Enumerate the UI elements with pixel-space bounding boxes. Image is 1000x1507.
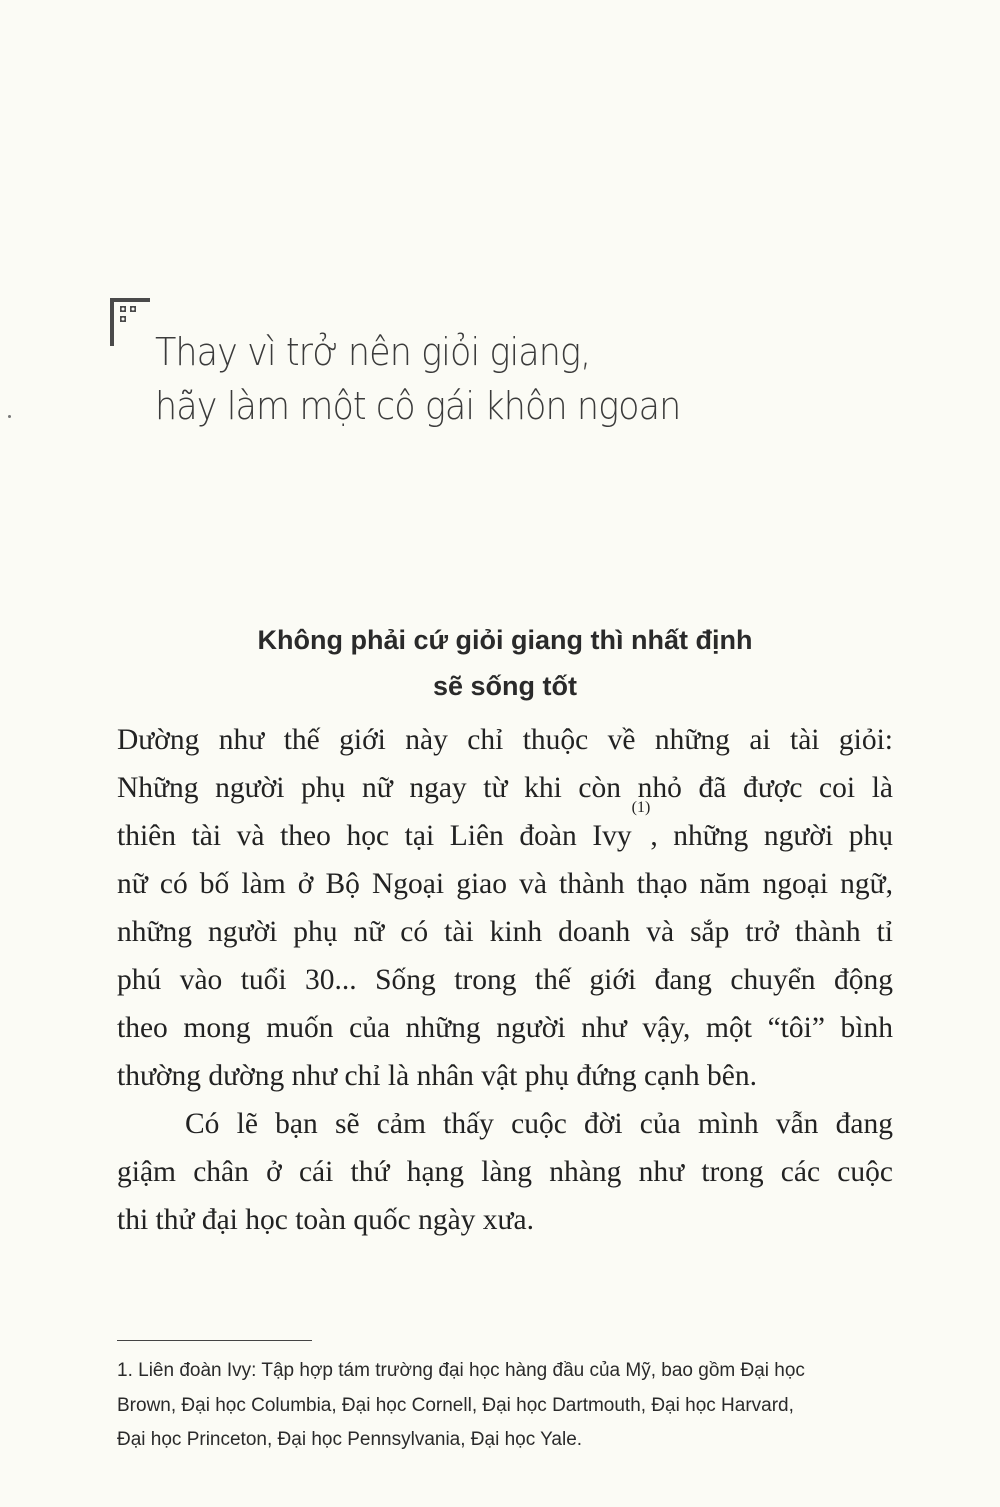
paragraph-2-line-1: Có lẽ bạn sẽ cảm thấy cuộc đời của mình vẫn đang xyxy=(185,1108,893,1140)
corner-ornament-icon xyxy=(110,298,150,346)
paragraph-2-line-3: thi thử đại học toàn quốc ngày xưa. xyxy=(117,1204,535,1236)
stray-dot xyxy=(8,415,11,418)
paragraph-1-line-5: những người phụ nữ có tài kinh doanh và sắp trở thành tỉ xyxy=(117,916,893,948)
footnote-reference[interactable]: (1) xyxy=(631,799,651,816)
paragraph-1-line-1: Dường như thế giới này chỉ thuộc về những ai tài giỏi: xyxy=(117,724,893,756)
paragraph-2-line-2: giậm chân ở cái thứ hạng làng nhàng như trong các cuộc xyxy=(117,1156,893,1188)
paragraph-1-line-4: nữ có bố làm ở Bộ Ngoại giao và thành thạo năm ngoại ngữ, xyxy=(117,868,893,900)
paragraph-1-line-3 xyxy=(117,799,893,860)
section-heading xyxy=(150,617,860,709)
section-heading-line-2: sẽ sống tốt xyxy=(432,671,577,701)
footnote-line-1: 1. Liên đoàn Ivy: Tập hợp tám trường đại học hàng đầu của Mỹ, bao gồm Đại học xyxy=(117,1360,805,1381)
paragraph-1-line-7: theo mong muốn của những người như vậy, một “tôi” bình xyxy=(117,1012,893,1044)
paragraph-1-line-3-end: , những người phụ xyxy=(650,820,893,852)
paragraph-1-line-2: Những người phụ nữ ngay từ khi còn nhỏ đã được coi là xyxy=(117,772,893,804)
chapter-title-line-2: hãy làm một cô gái khôn ngoan xyxy=(155,384,681,428)
section-heading-line-1: Không phải cứ giỏi giang thì nhất định xyxy=(257,625,753,655)
paragraph-1-line-8: thường dường như chỉ là nhân vật phụ đứng cạnh bên. xyxy=(117,1060,757,1092)
footnote-divider xyxy=(117,1340,312,1341)
chapter-title xyxy=(155,325,680,433)
footnote-line-2: Brown, Đại học Columbia, Đại học Cornell, Đại học Dartmouth, Đại học Harvard, xyxy=(117,1394,794,1416)
paragraph-1-line-6: phú vào tuổi 30... Sống trong thế giới đang chuyển động xyxy=(117,964,893,996)
footnote xyxy=(117,1354,897,1458)
footnote-line-3: Đại học Princeton, Đại học Pennsylvania, Đại học Yale. xyxy=(117,1429,583,1450)
paragraph-1-line-3-start: thiên tài và theo học tại Liên đoàn Ivy xyxy=(117,820,632,852)
chapter-title-line-1: Thay vì trở nên giỏi giang, xyxy=(155,330,591,374)
body-text xyxy=(117,716,893,1244)
